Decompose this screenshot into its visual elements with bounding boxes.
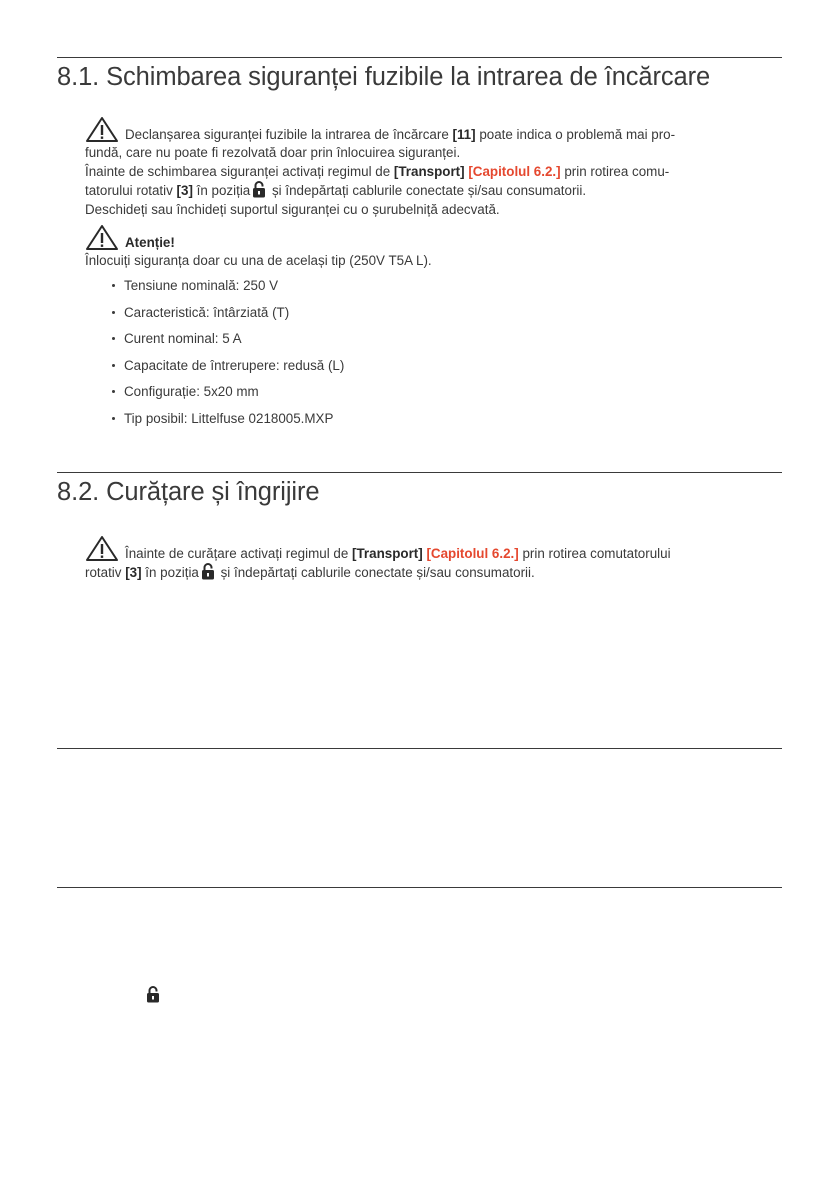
instruction-line-4: tatorului rotativ [3] în poziția și îndepărtați cablurile conectate și/sau consumatorii. — [85, 183, 587, 199]
list-item: Tip posibil: Littelfuse 0218005.MXP — [112, 410, 344, 437]
transport-ref: [Transport] — [352, 546, 423, 561]
attention-heading: Atenție! — [85, 224, 775, 252]
warning-line-2: fundă, care nu poate fi rezolvată doar prin înlocuirea siguranței. — [85, 145, 461, 161]
warning-triangle-icon — [85, 116, 119, 143]
list-item: Capacitate de întrerupere: redusă (L) — [112, 357, 344, 384]
section-title-8-1: 8.1. Schimbarea siguranței fuzibile la intrarea de încărcare — [57, 63, 711, 91]
fuse-spec-list — [112, 277, 344, 436]
list-item: Caracteristică: întârziată (T) — [112, 304, 344, 331]
section-8-1-warning-block — [85, 116, 775, 219]
section-divider-empty-1 — [57, 748, 782, 749]
chapter-link-6-2[interactable]: [Capitolul 6.2.] — [468, 163, 561, 179]
warning-triangle-icon — [85, 224, 119, 251]
instruction-line-5: Deschideți sau închideți suportul siguranței cu o șurubelniță adecvată. — [85, 201, 500, 217]
attention-text: Înlocuiți siguranța doar cu una de același tip (250V T5A L). — [85, 253, 432, 269]
section-8-2-warning-block — [85, 535, 775, 583]
warning-triangle-icon — [85, 535, 119, 562]
transport-ref: [Transport] — [393, 163, 465, 179]
section-divider-top — [57, 57, 782, 58]
lock-open-icon — [252, 181, 266, 198]
cleaning-line-1: Înainte de curățare activați regimul de [Transport] [Capitolul 6.2.] prin rotirea comutatorului — [85, 535, 775, 563]
cleaning-line-2: rotativ [3] în poziția și îndepărtați cablurile conectate și/sau consumatorii. — [85, 565, 535, 581]
lock-open-icon — [146, 986, 160, 1003]
ref-3: [3] — [176, 183, 193, 199]
list-item: Curent nominal: 5 A — [112, 330, 344, 357]
list-item: Configurație: 5x20 mm — [112, 383, 344, 410]
attention-block — [85, 224, 775, 271]
chapter-link-6-2[interactable]: [Capitolul 6.2.] — [426, 546, 519, 561]
lock-open-icon — [201, 563, 215, 580]
section-divider-empty-2 — [57, 887, 782, 888]
ref-3: [3] — [125, 565, 142, 581]
section-divider-8-2 — [57, 472, 782, 473]
list-item: Tensiune nominală: 250 V — [112, 277, 344, 304]
ref-11: [11] — [452, 127, 476, 142]
instruction-line-3: Înainte de schimbarea siguranței activați regimul de [Transport] [Capitolul 6.2.] prin rotirea comu- — [85, 163, 670, 179]
section-title-8-2: 8.2. Curățare și îngrijire — [57, 478, 320, 506]
warning-line-1: Declanșarea siguranței fuzibile la intrarea de încărcare [11] poate indica o problemă mai pro- — [85, 116, 775, 144]
